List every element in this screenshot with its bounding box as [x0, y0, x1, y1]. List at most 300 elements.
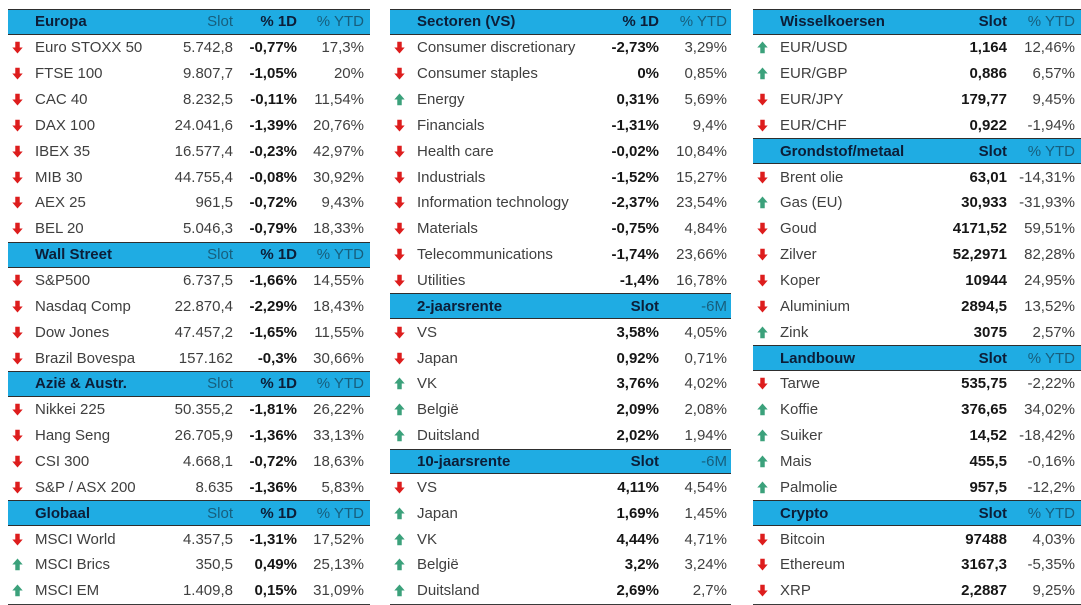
header-spacer — [390, 10, 417, 34]
value-ytd: 2,57% — [1032, 323, 1075, 341]
value-d1: -1,31% — [611, 116, 659, 134]
table-row — [753, 242, 1081, 268]
value-slot: 50.355,2 — [174, 401, 233, 419]
down-arrow-icon — [8, 526, 35, 552]
row-name: EUR/USD — [780, 39, 848, 57]
down-arrow-icon — [8, 138, 35, 164]
row-name: Telecommunications — [417, 246, 553, 264]
value-ytd: 11,55% — [314, 323, 364, 341]
table-row — [8, 345, 370, 371]
value-ytd: 31,09% — [313, 582, 364, 600]
value-slot: 3167,3 — [961, 556, 1007, 574]
row-name: België — [417, 556, 459, 574]
table-row — [753, 293, 1081, 319]
row-name: MSCI World — [35, 530, 116, 548]
value-ytd: 3,29% — [684, 39, 727, 57]
value-ytd: -5,35% — [1027, 556, 1075, 574]
value-d1: 3,76% — [616, 375, 659, 393]
value-ytd: 4,02% — [684, 375, 727, 393]
row-name: Dow Jones — [35, 323, 110, 341]
up-arrow-icon — [8, 578, 35, 604]
column-header-pct-ytd: % YTD — [1027, 349, 1075, 367]
down-arrow-icon — [390, 216, 417, 242]
table-row — [390, 164, 731, 190]
row-name: Energy — [417, 91, 465, 108]
table-row — [390, 578, 731, 604]
down-arrow-icon — [390, 112, 417, 138]
down-arrow-icon — [8, 449, 35, 475]
table-row — [390, 242, 731, 268]
row-name: Koper — [780, 272, 821, 290]
table-row — [753, 35, 1081, 61]
table-row — [753, 268, 1081, 294]
value-ytd: 6,57% — [1032, 65, 1075, 83]
row-name: Zilver — [780, 246, 817, 264]
table-row — [753, 216, 1081, 242]
table-row — [8, 293, 370, 319]
table-row — [8, 87, 370, 113]
row-name: Consumer discretionary — [417, 39, 576, 57]
value-slot: 4.357,5 — [182, 530, 233, 548]
value-slot: 5.046,3 — [182, 220, 233, 238]
value-slot: 376,65 — [961, 401, 1007, 419]
up-arrow-icon — [390, 578, 417, 604]
section-title: Sectoren (VS) — [417, 13, 516, 31]
down-arrow-icon — [753, 87, 780, 113]
value-d1: 3,58% — [616, 323, 659, 341]
value-ytd: 0,71% — [684, 349, 727, 367]
section-header-grondstof-metaal — [753, 138, 1081, 164]
row-name: Health care — [417, 142, 494, 160]
column-header-pct-ytd: % YTD — [1027, 504, 1075, 522]
value-ytd: -14,31% — [1019, 168, 1075, 186]
value-d1: 0,92% — [616, 349, 659, 367]
row-name: Brazil Bovespa — [35, 349, 136, 367]
down-arrow-icon — [8, 61, 35, 87]
value-ytd: 4,54% — [684, 478, 727, 496]
section-header-wall-street — [8, 242, 370, 268]
row-name: DAX 100 — [35, 116, 96, 134]
value-d1: -1,66% — [249, 272, 297, 290]
header-spacer — [753, 139, 780, 163]
value-ytd: -1,94% — [1027, 116, 1075, 134]
value-slot: 8.232,5 — [182, 91, 233, 108]
row-name: Hang Seng — [35, 427, 111, 445]
value-d1: 1,69% — [616, 504, 659, 522]
value-ytd: 14,55% — [313, 272, 364, 290]
column-header-pct-ytd: % YTD — [1027, 13, 1075, 31]
value-d1: -1,39% — [249, 116, 297, 134]
table-row — [8, 474, 370, 500]
down-arrow-icon — [753, 112, 780, 138]
value-ytd: 42,97% — [313, 142, 364, 160]
value-d1: -0,3% — [257, 349, 297, 367]
up-arrow-icon — [753, 61, 780, 87]
table-row — [390, 268, 731, 294]
table-row — [390, 423, 731, 449]
table-row — [390, 526, 731, 552]
value-ytd: 2,08% — [684, 401, 727, 419]
row-name: XRP — [780, 582, 811, 600]
row-name: Materials — [417, 220, 478, 238]
value-ytd: 15,27% — [676, 168, 727, 186]
table-row — [8, 190, 370, 216]
value-d1: -0,75% — [611, 220, 659, 238]
value-slot: 10944 — [965, 272, 1007, 290]
value-d1: -0,72% — [249, 194, 297, 212]
value-ytd: 9,45% — [1032, 91, 1075, 108]
section-title: 10-jaarsrente — [417, 453, 511, 471]
row-name: Euro STOXX 50 — [35, 39, 143, 57]
value-slot: 535,75 — [961, 375, 1007, 393]
down-arrow-icon — [753, 578, 780, 604]
value-slot: 4171,52 — [952, 220, 1007, 238]
table-row — [390, 112, 731, 138]
value-ytd: 11,54% — [314, 91, 364, 108]
section-header-azi-austr — [8, 371, 370, 397]
row-name: Goud — [780, 220, 817, 238]
table-row — [753, 112, 1081, 138]
column-header-slot: Slot — [978, 349, 1007, 367]
column-header-slot: Slot — [207, 504, 233, 522]
down-arrow-icon — [8, 293, 35, 319]
value-ytd: 3,24% — [684, 556, 727, 574]
table-row — [390, 190, 731, 216]
down-arrow-icon — [390, 61, 417, 87]
table-row — [390, 138, 731, 164]
value-slot: 22.870,4 — [174, 297, 233, 315]
section-header-globaal — [8, 500, 370, 526]
table-row — [390, 61, 731, 87]
value-d1: -1,36% — [249, 478, 297, 496]
value-slot: 455,5 — [969, 453, 1007, 471]
up-arrow-icon — [390, 500, 417, 526]
row-name: Nikkei 225 — [35, 401, 106, 419]
down-arrow-icon — [753, 293, 780, 319]
up-arrow-icon — [390, 423, 417, 449]
value-ytd: 9,43% — [321, 194, 364, 212]
table-row — [8, 449, 370, 475]
value-slot: 5.742,8 — [182, 39, 233, 57]
up-arrow-icon — [8, 552, 35, 578]
value-d1: 2,69% — [616, 582, 659, 600]
column-header-slot: Slot — [630, 297, 659, 315]
section-header-10-jaarsrente — [390, 449, 731, 475]
row-name: MSCI Brics — [35, 556, 110, 574]
value-ytd: 23,54% — [676, 194, 727, 212]
value-ytd: 20,76% — [313, 116, 364, 134]
section-header-wisselkoersen — [753, 9, 1081, 35]
value-ytd: -12,2% — [1027, 478, 1075, 496]
value-ytd: 4,84% — [684, 220, 727, 238]
value-slot: 47.457,2 — [174, 323, 233, 341]
table-row — [753, 423, 1081, 449]
column-header-slot: Slot — [207, 246, 233, 264]
row-name: Gas (EU) — [780, 194, 843, 212]
row-name: Koffie — [780, 401, 819, 419]
table-row — [390, 216, 731, 242]
value-slot: 0,886 — [969, 65, 1007, 83]
value-slot: 350,5 — [195, 556, 233, 574]
section-header-sectoren-vs — [390, 9, 731, 35]
column-header-pct-1d: % 1D — [260, 375, 297, 393]
table-row — [8, 164, 370, 190]
value-ytd: 34,02% — [1024, 401, 1075, 419]
column-header-slot: Slot — [978, 142, 1007, 160]
row-name: Tarwe — [780, 375, 821, 393]
value-ytd: 10,84% — [676, 142, 727, 160]
row-name: EUR/CHF — [780, 116, 847, 134]
row-name: VS — [417, 323, 438, 341]
down-arrow-icon — [8, 190, 35, 216]
value-d1: -2,29% — [249, 297, 297, 315]
up-arrow-icon — [390, 371, 417, 397]
value-ytd: 26,22% — [313, 401, 364, 419]
value-d1: -0,02% — [611, 142, 659, 160]
up-arrow-icon — [390, 87, 417, 113]
column-header-pct-ytd: % YTD — [316, 375, 364, 393]
table-row — [8, 319, 370, 345]
value-d1: -1,31% — [249, 530, 297, 548]
header-spacer — [753, 10, 780, 34]
value-slot: 97488 — [965, 530, 1007, 548]
column-header-slot: Slot — [630, 453, 659, 471]
down-arrow-icon — [753, 526, 780, 552]
value-d1: 2,09% — [616, 401, 659, 419]
row-name: Mais — [780, 453, 812, 471]
table-row — [390, 345, 731, 371]
table-row — [390, 552, 731, 578]
value-d1: -0,79% — [249, 220, 297, 238]
down-arrow-icon — [753, 552, 780, 578]
table-row — [8, 526, 370, 552]
value-slot: 14,52 — [969, 427, 1007, 445]
value-d1: -2,73% — [611, 39, 659, 57]
value-d1: -0,72% — [249, 453, 297, 471]
value-slot: 1,164 — [969, 39, 1007, 57]
section-header-europa — [8, 9, 370, 35]
up-arrow-icon — [753, 319, 780, 345]
table-row — [390, 397, 731, 423]
table-row — [753, 61, 1081, 87]
down-arrow-icon — [8, 216, 35, 242]
section-title: Globaal — [35, 504, 91, 522]
column-header-slot: Slot — [207, 13, 233, 31]
column-header-pct-1d: % 1D — [260, 246, 297, 264]
down-arrow-icon — [753, 164, 780, 190]
value-ytd: 17,3% — [321, 39, 364, 57]
value-slot: 179,77 — [961, 91, 1007, 108]
value-d1: -1,81% — [249, 401, 297, 419]
table-row — [8, 35, 370, 61]
value-ytd: 16,78% — [676, 272, 727, 290]
value-ytd: -0,16% — [1027, 453, 1075, 471]
table-row — [753, 319, 1081, 345]
row-name: Ethereum — [780, 556, 846, 574]
value-ytd: 30,92% — [313, 168, 364, 186]
value-d1: -1,52% — [611, 168, 659, 186]
table-row — [8, 578, 370, 604]
value-d1: -1,65% — [249, 323, 297, 341]
column-header-pct-ytd: % YTD — [1027, 142, 1075, 160]
column-header-6m: -6M — [701, 297, 727, 315]
row-name: Japan — [417, 349, 458, 367]
row-name: Palmolie — [780, 478, 838, 496]
header-spacer — [390, 294, 417, 318]
sectors-rates-table — [390, 9, 731, 605]
table-row — [753, 397, 1081, 423]
row-name: Aluminium — [780, 297, 851, 315]
section-title: Wisselkoersen — [780, 13, 885, 31]
up-arrow-icon — [753, 397, 780, 423]
section-header-2-jaarsrente — [390, 293, 731, 319]
value-ytd: 4,71% — [684, 530, 727, 548]
value-ytd: 12,46% — [1024, 39, 1075, 57]
value-slot: 52,2971 — [952, 246, 1007, 264]
up-arrow-icon — [753, 449, 780, 475]
value-slot: 1.409,8 — [182, 582, 233, 600]
down-arrow-icon — [8, 397, 35, 423]
value-d1: -2,37% — [611, 194, 659, 212]
value-ytd: -18,42% — [1019, 427, 1075, 445]
value-slot: 2,2887 — [961, 582, 1007, 600]
header-spacer — [8, 243, 35, 267]
section-title: Crypto — [780, 504, 829, 522]
up-arrow-icon — [390, 552, 417, 578]
table-row — [390, 371, 731, 397]
row-name: Japan — [417, 504, 458, 522]
up-arrow-icon — [753, 423, 780, 449]
column-header-pct-1d: % 1D — [260, 13, 297, 31]
down-arrow-icon — [8, 474, 35, 500]
up-arrow-icon — [753, 474, 780, 500]
row-name: Duitsland — [417, 427, 480, 445]
value-slot: 9.807,7 — [182, 65, 233, 83]
column-header-pct-ytd: % YTD — [679, 13, 727, 31]
down-arrow-icon — [8, 112, 35, 138]
value-d1: -0,77% — [249, 39, 297, 57]
value-slot: 0,922 — [969, 116, 1007, 134]
row-name: AEX 25 — [35, 194, 86, 212]
down-arrow-icon — [753, 216, 780, 242]
table-row — [390, 87, 731, 113]
value-ytd: 23,66% — [676, 246, 727, 264]
value-ytd: 4,03% — [1032, 530, 1075, 548]
row-name: Nasdaq Comp — [35, 297, 131, 315]
down-arrow-icon — [8, 319, 35, 345]
up-arrow-icon — [390, 526, 417, 552]
column-header-pct-ytd: % YTD — [316, 246, 364, 264]
table-row — [8, 423, 370, 449]
value-d1: -0,23% — [249, 142, 297, 160]
table-row — [753, 371, 1081, 397]
value-ytd: 33,13% — [313, 427, 364, 445]
header-spacer — [390, 450, 417, 474]
value-slot: 961,5 — [195, 194, 233, 212]
value-ytd: 30,66% — [313, 349, 364, 367]
value-ytd: 4,05% — [684, 323, 727, 341]
value-d1: -1,36% — [249, 427, 297, 445]
value-ytd: 25,13% — [313, 556, 364, 574]
value-d1: 2,02% — [616, 427, 659, 445]
down-arrow-icon — [390, 319, 417, 345]
row-name: Utilities — [417, 272, 466, 290]
down-arrow-icon — [390, 345, 417, 371]
table-row — [753, 190, 1081, 216]
down-arrow-icon — [390, 474, 417, 500]
row-name: CSI 300 — [35, 453, 90, 471]
column-header-pct-1d: % 1D — [260, 504, 297, 522]
table-row — [753, 526, 1081, 552]
row-name: Duitsland — [417, 582, 480, 600]
section-header-landbouw — [753, 345, 1081, 371]
value-slot: 957,5 — [969, 478, 1007, 496]
table-row — [8, 552, 370, 578]
row-name: Bitcoin — [780, 530, 826, 548]
value-ytd: 18,63% — [313, 453, 364, 471]
section-title: 2-jaarsrente — [417, 297, 503, 315]
value-d1: 3,2% — [624, 556, 659, 574]
section-title: Europa — [35, 13, 87, 31]
table-row — [390, 35, 731, 61]
row-name: FTSE 100 — [35, 65, 103, 83]
down-arrow-icon — [8, 35, 35, 61]
value-slot: 16.577,4 — [174, 142, 233, 160]
table-row — [753, 578, 1081, 604]
column-header-pct-1d: % 1D — [622, 13, 659, 31]
value-ytd: 9,25% — [1032, 582, 1075, 600]
row-name: VK — [417, 375, 438, 393]
section-header-crypto — [753, 500, 1081, 526]
value-d1: 4,11% — [617, 478, 659, 496]
value-ytd: 18,43% — [313, 297, 364, 315]
row-name: EUR/GBP — [780, 65, 848, 83]
row-name: Brent olie — [780, 168, 844, 186]
table-row — [753, 552, 1081, 578]
value-ytd: 59,51% — [1024, 220, 1075, 238]
value-slot: 3075 — [973, 323, 1007, 341]
row-name: Industrials — [417, 168, 486, 186]
row-name: Financials — [417, 116, 485, 134]
value-slot: 2894,5 — [961, 297, 1007, 315]
value-ytd: 18,33% — [313, 220, 364, 238]
fx-commodities-table — [753, 9, 1081, 605]
value-ytd: 1,45% — [684, 504, 727, 522]
header-spacer — [8, 372, 35, 396]
value-d1: -1,05% — [249, 65, 297, 83]
value-d1: -1,4% — [619, 272, 659, 290]
table-row — [390, 500, 731, 526]
value-ytd: 1,94% — [684, 427, 727, 445]
table-row — [753, 164, 1081, 190]
column-header-slot: Slot — [207, 375, 233, 393]
value-d1: 0,31% — [616, 91, 659, 108]
value-slot: 24.041,6 — [174, 116, 233, 134]
value-slot: 44.755,4 — [174, 168, 233, 186]
value-slot: 8.635 — [195, 478, 233, 496]
value-ytd: 0,85% — [684, 65, 727, 83]
row-name: IBEX 35 — [35, 142, 91, 160]
down-arrow-icon — [8, 423, 35, 449]
down-arrow-icon — [390, 242, 417, 268]
value-ytd: 20% — [333, 65, 364, 83]
value-d1: -0,11% — [250, 91, 297, 108]
down-arrow-icon — [390, 268, 417, 294]
row-name: Consumer staples — [417, 65, 538, 83]
value-ytd: 82,28% — [1024, 246, 1075, 264]
section-title: Grondstof/metaal — [780, 142, 905, 160]
table-row — [8, 216, 370, 242]
